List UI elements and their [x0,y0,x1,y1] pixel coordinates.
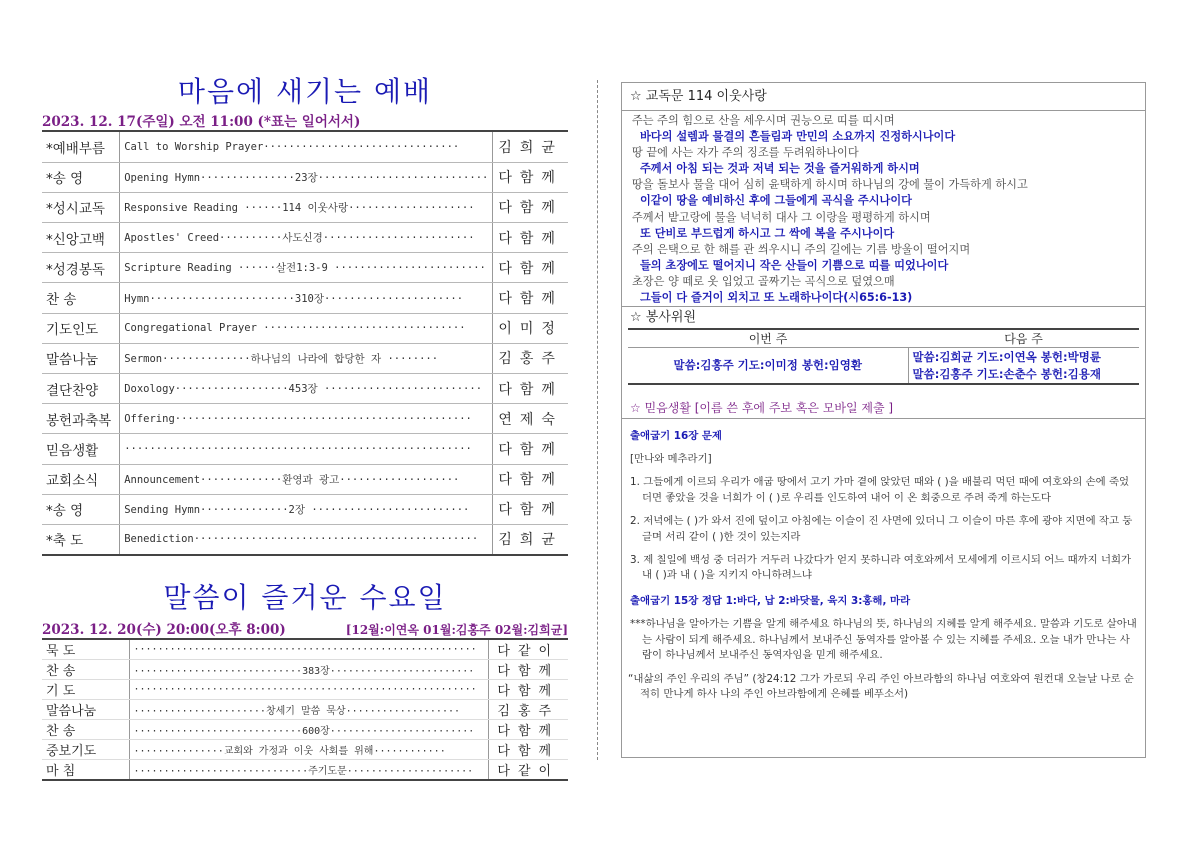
sunday-row [42,524,568,554]
reading-leader-line: 주께서 밭고랑에 물을 넉넉히 대사 그 이랑을 평평하게 하시며 [632,210,931,224]
item-leader: 김희균 [493,524,568,554]
item-content: Opening Hymn···············23장··························· [120,162,493,192]
reading-leader-line: 땅 끝에 사는 자가 주의 징조를 두려워하나이다 [632,146,859,160]
item-content: ····························600장························ [129,719,488,739]
sunday-date-line [42,112,568,132]
item-content: Apostles' Creed··········사도신경························ [120,223,493,253]
item-content: Hymn·······················310장······················ [120,283,493,313]
item-content: ························································· [129,640,488,660]
item-leader: 다함께 [493,253,568,283]
item-content: Congregational Prayer ································ [120,313,493,343]
item-name: 기 도 [42,679,129,699]
wednesday-row [42,759,568,780]
item-leader: 다함께 [493,374,568,404]
reading-response-line: 이같이 땅을 예비하신 후에 그들에게 곡식을 주시나이다 [640,194,912,208]
item-leader: 김희균 [493,132,568,162]
item-leader: 다함께 [488,719,568,739]
sunday-row [42,464,568,494]
wednesday-date-line [42,620,568,640]
item-name: 결단찬양 [42,374,120,404]
previous-answers: 출애굽기 15장 정답 1:바다, 납 2:바닷물, 육지 3:홍해, 마라 [630,594,911,607]
item-name: *예배부름 [42,132,120,162]
wednesday-row [42,719,568,739]
reading-response-line: 바다의 설렘과 물결의 흔들림과 만민의 소요까지 진정하시나이다 [640,130,956,144]
item-leader: 다함께 [493,283,568,313]
item-leader: 다같이 [488,640,568,660]
item-leader: 다함께 [493,464,568,494]
sunday-row [42,404,568,434]
quiz-title: 출애굽기 16장 문제 [630,429,722,442]
wednesday-row [42,679,568,699]
item-content: ···············교회와 가정과 이웃 사회를 위해············ [129,739,488,759]
question-3: 3. 제 칠일에 백성 중 더러가 거두러 나갔다가 얻지 못하니라 여호와께서 모세에게 이르시되 어느 때까지 너희가 내 ( )과 내 ( )을 지키지 아니하려느냐 [630,554,1132,582]
sunday-row [42,223,568,253]
reading-heading: ☆ 교독문 114 이웃사랑 [622,83,1145,111]
sunday-row [42,253,568,283]
item-leader: 다함께 [493,192,568,222]
sunday-date: 2023. 12. 17(주일) 오전 11:00 [42,114,253,130]
item-leader: 다함께 [493,223,568,253]
reading-leader-line: 주는 주의 힘으로 산을 세우시며 권능으로 띠를 띠시며 [632,114,895,127]
item-name: 말씀나눔 [42,699,129,719]
sunday-row [42,192,568,222]
item-name: 찬 송 [42,659,129,679]
sunday-row [42,283,568,313]
item-content: ······················창세기 말씀 묵상··················· [129,699,488,719]
column-divider [597,80,598,760]
item-name: 말씀나눔 [42,343,120,373]
wednesday-title: 말씀이 즐거운 수요일 [163,580,447,614]
item-name: *송 영 [42,494,120,524]
item-leader: 다같이 [488,759,568,780]
wednesday-rota: [12월:이연옥 01월:김홍주 02월:김희균] [345,622,568,637]
item-content: ······················································· [120,434,493,464]
item-leader: 다함께 [488,679,568,699]
item-name: 봉헌과축복 [42,404,120,434]
this-week-label: 이번 주 [628,329,908,348]
item-leader: 다함께 [493,494,568,524]
sunday-row [42,343,568,373]
item-content: Sending Hymn··············2장 ························· [120,494,493,524]
item-content: Benediction············································· [120,524,493,554]
service-heading: ☆ 봉사위원 [622,306,1145,328]
wednesday-row [42,640,568,660]
item-name: *신앙고백 [42,223,120,253]
item-leader: 다함께 [493,162,568,192]
left-column [42,72,568,781]
reading-response-line: 또 단비로 부드럽게 하시고 그 싹에 복을 주시나이다 [640,226,895,240]
item-name: *성경봉독 [42,253,120,283]
reading-response-line: 주께서 아침 되는 것과 저녁 되는 것을 즐거워하게 하시며 [640,162,920,176]
right-column [621,82,1146,758]
sunday-row [42,162,568,192]
item-name: *축 도 [42,524,120,554]
item-name: *송 영 [42,162,120,192]
next-week-label: 다음 주 [908,329,1139,348]
item-leader: 김홍주 [488,699,568,719]
verse-text: “내삶의 주인 우리의 주님” (창24:12 그가 가로되 우리 주인 아브라함의 하나님 여호와여 원컨대 오늘날 나로 순적히 만나게 하사 나의 주인 아브라함에게 은혜를 베푸소서) [628,672,1134,700]
sunday-row [42,374,568,404]
faith-body [622,419,1145,703]
item-name: 기도인도 [42,313,120,343]
reading-leader-line: 주의 은택으로 한 해를 관 씌우시니 주의 길에는 기름 방울이 떨어지며 [632,242,971,256]
item-content: Sermon··············하나님의 나라에 합당한 자 ········ [120,343,493,373]
question-2: 2. 저녁에는 ( )가 와서 진에 덮이고 아침에는 이슬이 진 사면에 있더니 그 이슬이 마른 후에 광야 지면에 작고 둥글며 서리 같이 ( )한 것이 있는지라 [630,515,1133,543]
next-week-servers-2: 말씀:김홍주 기도:손춘수 봉헌:김용재 [912,367,1101,382]
item-content: Offering··············································· [120,404,493,434]
item-content: ·····························주기도문····················· [129,759,488,780]
wednesday-order-table [42,640,568,781]
wednesday-row [42,699,568,719]
item-name: 믿음생활 [42,434,120,464]
item-leader: 다함께 [493,434,568,464]
item-name: 중보기도 [42,739,129,759]
next-week-servers-1: 말씀:김희균 기도:이연옥 봉헌:박명륜 [912,349,1101,364]
wednesday-row [42,659,568,679]
item-leader: 다함께 [488,739,568,759]
question-1: 1. 그들에게 이르되 우리가 애굽 땅에서 고기 가마 곁에 앉았던 때와 ( )을 배불리 먹던 때에 여호와의 손에 죽었더면 좋았을 것을 너희가 이 ( )로 우리를 인도하여 내어 이 온 회중으로 주려 죽게 하는도다 [630,476,1130,504]
item-name: 교회소식 [42,464,120,494]
item-name: 묵 도 [42,640,129,660]
faith-heading: ☆ 믿음생활 [이름 쓴 후에 주보 혹은 모바일 제출 ] [622,397,1145,419]
this-week-servers: 말씀:김홍주 기도:이미정 봉헌:임영환 [628,348,908,384]
service-table [628,328,1139,385]
quiz-subtitle: [만나와 메추라기] [630,453,712,466]
sunday-row [42,494,568,524]
reading-response-line: 들의 초장에도 떨어지니 작은 산들이 기쁨으로 띠를 띠었나이다 [640,258,949,272]
reading-response-line: 그들이 다 즐거이 외치고 또 노래하나이다(시65:6-13) [640,291,913,305]
reading-leader-line: 초장은 양 떼로 옷 입었고 골짜기는 곡식으로 덮였으매 [632,274,895,288]
reading-leader-line: 땅을 돌보사 물을 대어 심히 윤택하게 하시며 하나님의 강에 물이 가득하게 하시고 [632,178,1028,192]
item-content: ························································· [129,679,488,699]
sunday-row [42,132,568,162]
item-name: 마 침 [42,759,129,780]
item-name: *성시교독 [42,192,120,222]
sunday-order-table [42,132,568,556]
item-leader: 다함께 [488,659,568,679]
wednesday-date: 2023. 12. 20(수) 20:00(오후 8:00) [42,621,286,638]
prayer-text: ***하나님을 알아가는 기쁨을 알게 해주세요 하나님의 뜻, 하나님의 지혜를 알게 해주세요. 말씀과 기도로 살아내는 사람이 되게 해주세요. 하나님께서 보내주신 동역자를 알아볼 수 있는 지혜를 주세요. 오늘 내가 만나는 사람이 하나님께서 보내주신 동역자임을 믿게 해주세요. [630,618,1137,662]
sunday-title: 마음에 새기는 예배 [177,75,433,108]
item-content: Announcement·············환영과 광고··················· [120,464,493,494]
item-content: Scripture Reading ······살전1:3-9 ························ [120,253,493,283]
item-content: ····························383장························ [129,659,488,679]
item-leader: 이미정 [493,313,568,343]
reading-body [622,111,1145,306]
item-leader: 김홍주 [493,343,568,373]
wednesday-row [42,739,568,759]
sunday-note: (*표는 일어서서) [257,114,361,130]
item-name: 찬 송 [42,283,120,313]
item-content: Responsive Reading ······114 이웃사랑···················· [120,192,493,222]
item-leader: 연제숙 [493,404,568,434]
sunday-row [42,313,568,343]
item-content: Call to Worship Prayer······························· [120,132,493,162]
item-name: 찬 송 [42,719,129,739]
item-content: Doxology··················453장 ························· [120,374,493,404]
sunday-row [42,434,568,464]
